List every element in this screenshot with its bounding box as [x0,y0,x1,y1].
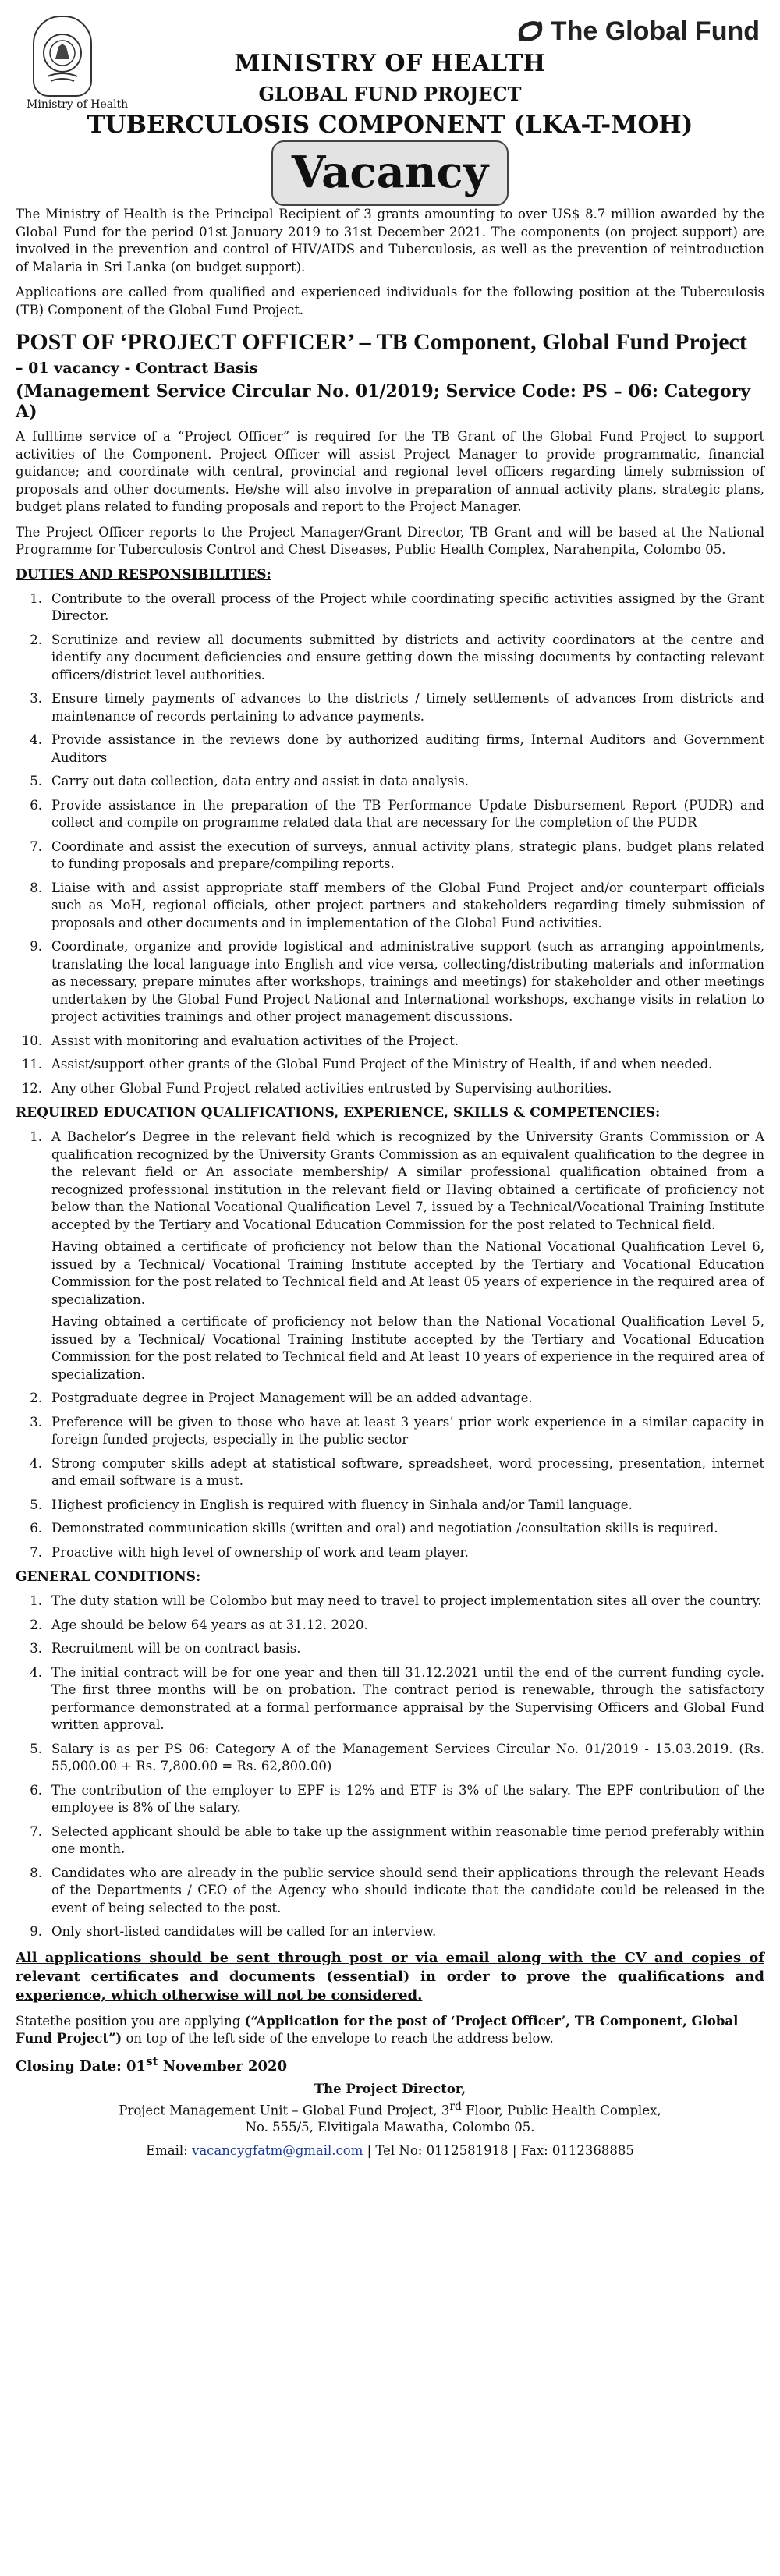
list-item: 2. Postgraduate degree in Project Management will be an added advantage. [30,1391,533,1405]
list-item: 11. Assist/support other grants of the Global Fund Project of the Ministry of Health, if and when needed. [21,1057,713,1072]
envelope-instruction: Statethe position you are applying (“Application for the post of ‘Project Officer’, TB Component, Global Fund Project”) on top of the left side of the envelope to reach the address below. [16,2013,739,2046]
list-item: 1. The duty station will be Colombo but may need to travel to project implementation sites all over the country. [30,1593,762,1608]
post-title: POST OF ‘PROJECT OFFICER’ – TB Component, Global Fund Project [16,329,747,355]
address-line: Project Management Unit – Global Fund Project, 3rd Floor, Public Health Complex, [119,2099,661,2117]
list-item: 5. Salary is as per PS 06: Category A of the Management Services Circular No. 01/2019 - 15.03.2019. (Rs. 55,000.00 + Rs. 7,800.00 = Rs. 62,800.00) [30,1741,764,1773]
list-item: 6. Provide assistance in the preparation of the TB Performance Update Disbursement Report (PUDR) and collect and compile on programme related data that are necessary for the completion of the PUDR [30,797,764,830]
list-item: 1. Contribute to the overall process of the Project while coordinating specific activities assigned by the Grant Director. [30,590,764,623]
list-item: 4. Strong computer skills adept at statistical software, spreadsheet, word processing, presentation, internet and email software is a must. [30,1455,764,1488]
addressee: The Project Director, [314,2081,466,2096]
list-item: 3. Ensure timely payments of advances to the districts / timely settlements of advances from districts and maintenance of records pertaining to advance payments. [30,691,764,724]
list-item: 2. Scrutinize and review all documents submitted by districts and activity coordinators at the centre and identify any document deficiencies and ensure getting down the missing documents by contacting relevant officers/district level authorities. [30,632,764,682]
intro-paragraph: Applications are called from qualified and experienced individuals for the following position at the Tuberculosis (TB) Component of the Global Fund Project. [16,285,764,317]
postal-address [16,2081,764,2160]
list-item: 4. Provide assistance in the reviews done by authorized auditing firms, Internal Auditors and Government Auditors [30,732,764,765]
contact-line: Email: vacancygfatm@gmail.com | Tel No: 0112581918 | Fax: 0112368885 [146,2143,634,2158]
vacancy-banner: Vacancy [271,140,509,206]
list-item: 9. Only short-listed candidates will be called for an interview. [30,1924,437,1939]
list-item: 12. Any other Global Fund Project related activities entrusted by Supervising authorities. [21,1080,612,1096]
list-item: 3. Preference will be given to those who have at least 3 years’ prior work experience in a similar capacity in foreign funded projects, especially in the public sector [30,1414,764,1447]
global-fund-swirl-icon [515,16,546,47]
description-paragraph: A fulltime service of a “Project Officer” is required for the TB Grant of the Global Fund Project to support activities of the Component. Project Officer will assist Project Manager to provide programmatic, financial guidance; and coordinate with central, provincial and regional level officers regarding timely submission of proposals and other documents. He/she will also involve in preparation of annual activity plans, strategic plans, budget plans related to funding proposals and report to the Project Manager. [16,429,764,514]
list-item: 8. Candidates who are already in the public service should send their applications through the relevant Heads of the Departments / CEO of the Agency who should indicate that the candidate could be released in the event of being selected to the post. [30,1865,764,1915]
list-item: 7. Coordinate and assist the execution of surveys, annual activity plans, strategic plans, budget plans related to funding proposals and prepare/compiling reports. [30,838,764,871]
list-item: 10. Assist with monitoring and evaluation activities of the Project. [21,1033,459,1048]
address-line: No. 555/5, Elvitigala Mawatha, Colombo 05. [245,2120,535,2135]
list-item: 3. Recruitment will be on contract basis. [30,1641,301,1656]
list-item: 8. Liaise with and assist appropriate staff members of the Global Fund Project and/or counterpart officials such as MoH, regional officials, other project partners and stakeholders regarding timely submission of proposals and other documents and in implementation of the Global Fund activities. [30,880,764,930]
list-item: 6. Demonstrated communication skills (written and oral) and negotiation /consultation skills is required. [30,1521,718,1536]
list-item: 6. The contribution of the employer to EPF is 12% and ETF is 3% of the salary. The EPF contribution of the employee is 8% of the salary. [30,1782,764,1815]
application-notice: All applications should be sent through post or via email along with the CV and copies of relevant certificates and documents (essential) in order to prove the qualifications and experience, which otherwise will not be considered. [16,1949,764,2004]
header [16,11,764,206]
list-item: 5. Highest proficiency in English is required with fluency in Sinhala and/or Tamil language. [30,1497,633,1512]
email-link[interactable]: vacancygfatm@gmail.com [192,2143,363,2158]
global-fund-logo [515,16,760,47]
global-fund-logo-text: The Global Fund [550,16,760,46]
qualifications-heading: REQUIRED EDUCATION QUALIFICATIONS, EXPERIENCE, SKILLS & COMPETENCIES: [16,1105,661,1121]
vacancy-count: – 01 vacancy - Contract Basis [16,360,258,377]
project-title: GLOBAL FUND PROJECT [258,83,522,105]
closing-date: Closing Date: 01st November 2020 [16,2053,288,2075]
list-item: 9. Coordinate, organize and provide logistical and administrative support (such as arranging appointments, translating the local language into English and vice versa, collecting/distributing materials and information as necessary, prepare minutes after workshops, trainings and meetings) for stakeholder and other meetings undertaken by the Global Fund Project National and International workshops, exchange visits in relation to project activities trainings and other project management discussions. [30,939,764,1024]
conditions-list [16,1593,764,1941]
duties-list [16,590,764,1098]
list-item: 2. Age should be below 64 years as at 31.12. 2020. [30,1617,368,1632]
component-title: TUBERCULOSIS COMPONENT (LKA-T-MOH) [87,111,693,139]
list-item: 7. Selected applicant should be able to take up the assignment within reasonable time period preferably within one month. [30,1823,764,1856]
list-item: 5. Carry out data collection, data entry and assist in data analysis. [30,774,469,788]
emblem-caption: Ministry of Health [27,98,129,111]
circular-reference: (Management Service Circular No. 01/2019; Service Code: PS – 06: Category A) [16,381,751,422]
list-item: 4. The initial contract will be for one year and then till 31.12.2021 until the end of the current funding cycle. The first three months will be on probation. The contract period is renewable, through the satisfactory performance demonstrated at a formal performance appraisal by the Supervising Officers and Global Fund written approval. [30,1664,764,1732]
conditions-heading: GENERAL CONDITIONS: [16,1569,201,1585]
intro-paragraph: The Ministry of Health is the Principal Recipient of 3 grants amounting to over US$ 8.7 million awarded by the Global Fund for the period 01st January 2019 to 31st December 2021. The components (on project support) are involved in the prevention and control of HIV/AIDS and Tuberculosis, as well as the prevention of reintroduction of Malaria in Sri Lanka (on budget support). [16,207,764,275]
qualifications-list [16,1129,764,1561]
description-paragraph: The Project Officer reports to the Project Manager/Grant Director, TB Grant and will be based at the National Programme for Tuberculosis Control and Chest Diseases, Public Health Complex, Narahenpita, Colombo 05. [16,524,764,557]
list-item: 7. Proactive with high level of ownership of work and team player. [30,1544,469,1560]
ministry-title: MINISTRY OF HEALTH [234,50,546,77]
duties-heading: DUTIES AND RESPONSIBILITIES: [16,566,271,583]
list-item: 1. A Bachelor’s Degree in the relevant field which is recognized by the University Grants Commission or A qualification recognized by the University Grants Commission as an equivalent qualification to the degree in the relevant field or An associate membership/ A similar professional qualification obtained from a recognized professional institution in the relevant field or Having obtained a certificate of proficiency not below than the National Vocational Qualification Level 7, issued by a Technical/Vocational Training Institute accepted by the Tertiary and Vocational Education Commission for the post related to Technical field. Having obtained a certificate of proficiency not below than the National Vocational Qualification Level 6, issued by a Technical/ Vocational Training Institute accepted by the Tertiary and Vocational Education Commission for the post related to Technical field and At least 05 years of experience in the required area of specialization. Having obtained a certificate of proficiency not below than the National Vocational Qualification Level 5, issued by a Technical/ Vocational Training Institute accepted by the Tertiary and Vocational Education Commission for the post related to Technical field and At least 10 years of experience in the required area of specialization. [30,1129,764,1382]
